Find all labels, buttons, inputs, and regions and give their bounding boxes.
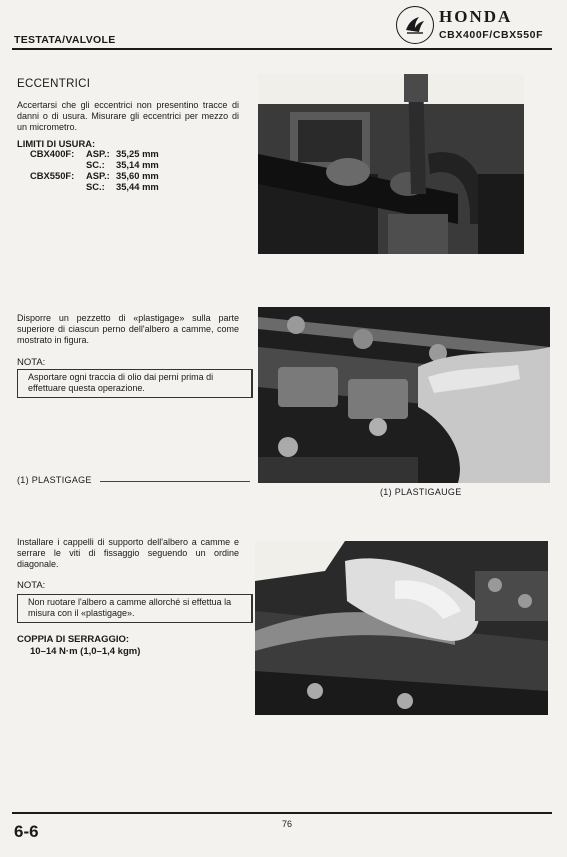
torque-heading: COPPIA DI SERRAGGIO: xyxy=(17,634,130,645)
note-label: NOTA: xyxy=(17,580,46,591)
limit-row: CBX400F: ASP.: 35,25 mm xyxy=(30,148,159,159)
plastigage-label: (1) PLASTIGAGE xyxy=(17,475,92,485)
micrometer-photo xyxy=(258,74,524,254)
section-title: ECCENTRICI xyxy=(17,78,91,90)
model-name: CBX400F/CBX550F xyxy=(439,29,544,41)
note-box: Asportare ogni traccia di olio dai perni prima di effettuare questa operazione. xyxy=(17,369,253,398)
header-rule xyxy=(12,48,552,50)
limits-heading: LIMITI DI USURA: xyxy=(17,138,96,149)
page-number: 76 xyxy=(282,819,293,829)
torque-wrench-photo xyxy=(255,541,548,715)
limits-table xyxy=(30,148,230,192)
section-header: TESTATA/VALVOLE xyxy=(14,34,116,46)
limit-row: SC.: 35,44 mm xyxy=(86,181,159,192)
honda-wing-icon xyxy=(396,6,434,44)
footer-rule xyxy=(12,812,552,814)
leader-line xyxy=(100,481,250,482)
note-box: Non ruotare l'albero a camme allorché si effettua la misura con il «plastigage». xyxy=(17,594,253,623)
limit-row: SC.: 35,14 mm xyxy=(86,159,159,170)
plastigauge-caption: (1) PLASTIGAUGE xyxy=(380,487,462,497)
torque-value: 10–14 N·m (1,0–1,4 kgm) xyxy=(30,646,141,657)
page-label: 6-6 xyxy=(14,822,39,841)
block3-body: Installare i cappelli di supporto dell'albero a camme e serrare le viti di fissaggio seguendo un ordine diagonale. xyxy=(17,537,239,570)
block2-body: Disporre un pezzetto di «plastigage» sulla parte superiore di ciascun perno dell'albero a camme, come mostrato in figura. xyxy=(17,313,239,346)
block1-body: Accertarsi che gli eccentrici non presentino tracce di danni o di usura. Misurare gli eccentrici per mezzo di un micrometro. xyxy=(17,100,239,133)
brand-name: HONDA xyxy=(439,7,513,26)
limit-row: CBX550F: ASP.: 35,60 mm xyxy=(30,170,159,181)
bleed-through xyxy=(190,72,192,81)
note-label: NOTA: xyxy=(17,357,46,368)
plastigage-photo xyxy=(258,307,550,483)
